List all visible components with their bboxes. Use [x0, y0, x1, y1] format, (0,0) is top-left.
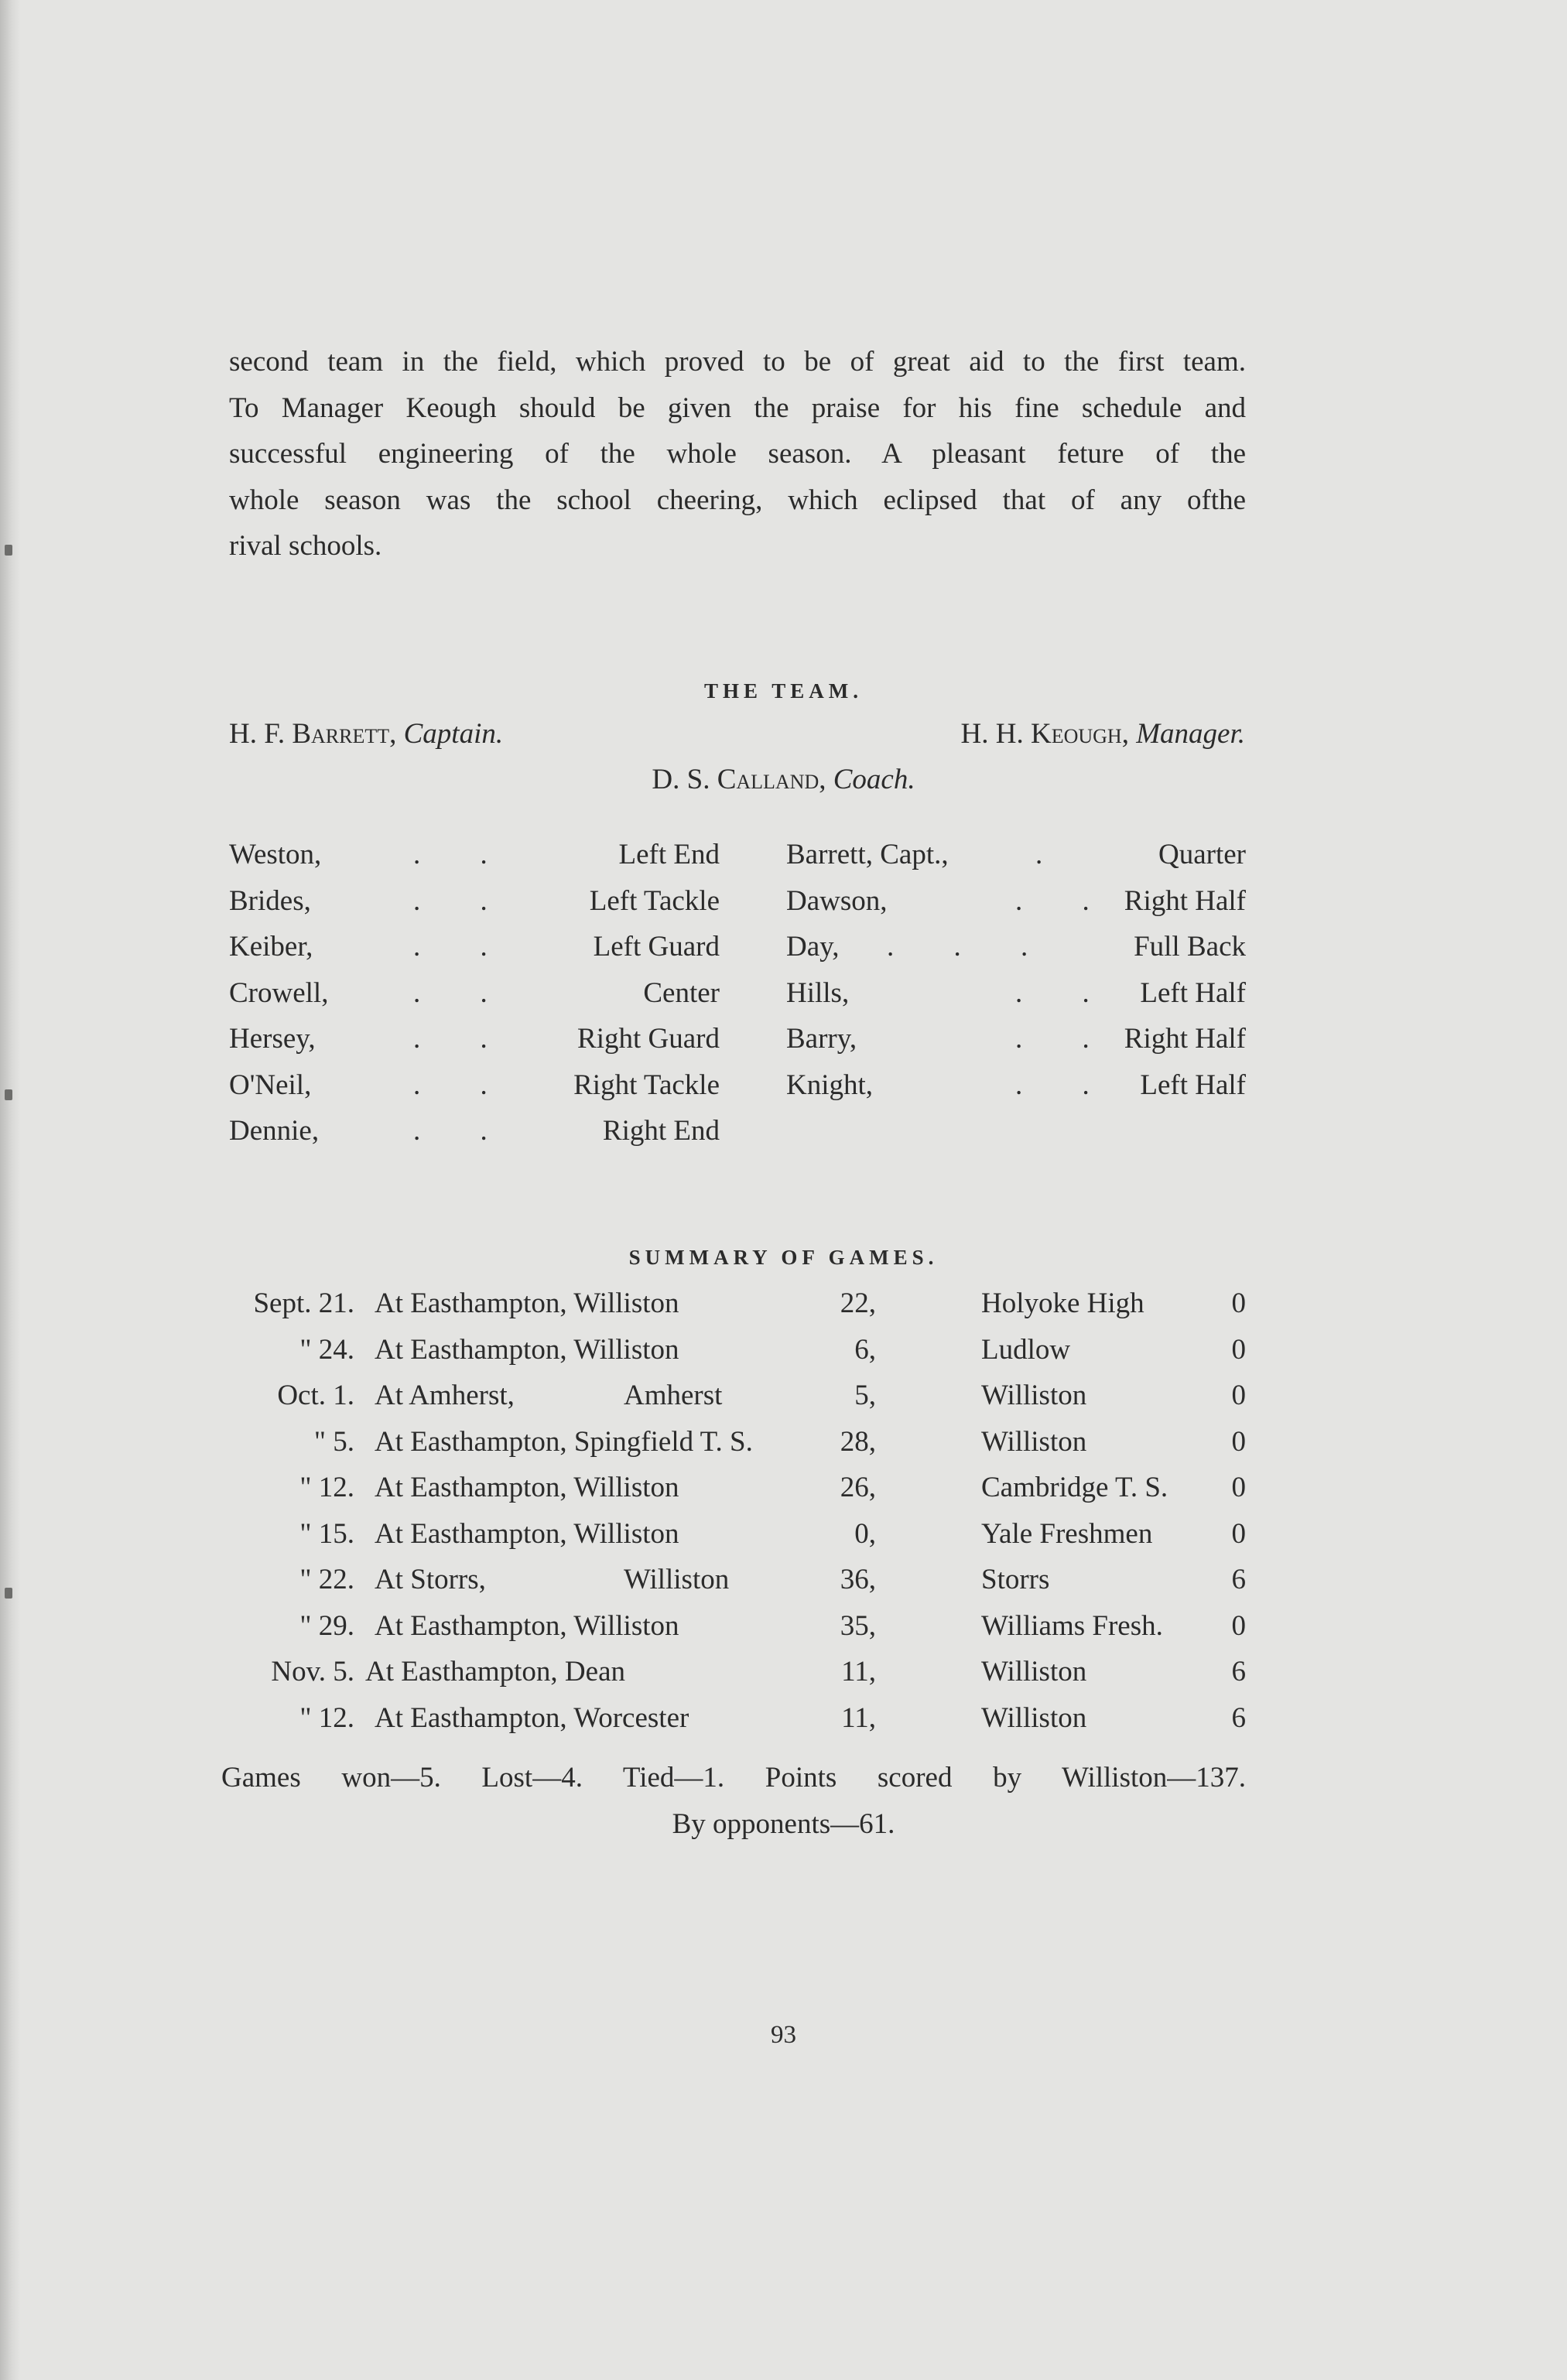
game-date: " 12. — [299, 1701, 354, 1734]
intro-paragraph — [229, 339, 1246, 569]
player-name: Weston, — [229, 839, 322, 870]
player-name: Keiber, — [229, 931, 313, 963]
game-place: At Easthampton, Williston — [375, 1517, 679, 1550]
game-opponent-score: 0 — [1231, 1472, 1246, 1503]
player-position: Quarter — [1158, 839, 1246, 870]
game-date: " 12. — [299, 1472, 354, 1503]
player-position: Right Tackle — [573, 1069, 720, 1101]
coach-line — [0, 761, 1567, 798]
summary-heading: SUMMARY OF GAMES. — [628, 1246, 939, 1269]
roster-row — [229, 970, 720, 1017]
game-opponent: Williston — [981, 1656, 1087, 1688]
game-place: At Easthampton, Williston — [375, 1287, 679, 1319]
player-name: O'Neil, — [229, 1069, 312, 1101]
games-table — [221, 1281, 1246, 1741]
player-name: Dawson, — [786, 884, 888, 917]
player-position: Center — [643, 976, 720, 1009]
game-date: " 29. — [299, 1609, 354, 1642]
player-name: Knight, — [786, 1069, 874, 1101]
coach-name: D. S. Calland, — [652, 764, 826, 795]
leader-dots: . . — [413, 1023, 514, 1055]
game-date: " 15. — [299, 1517, 354, 1550]
player-position: Left Half — [1140, 1069, 1246, 1101]
game-place: At Easthampton, Williston — [375, 1609, 679, 1642]
leader-dots: . . — [1015, 1023, 1116, 1055]
player-name: Crowell, — [229, 976, 329, 1009]
leader-dots: . . — [413, 839, 514, 870]
edge-tab-mark — [5, 1588, 12, 1599]
game-score: 11, — [841, 1701, 876, 1734]
edge-tab-mark — [5, 1089, 12, 1100]
game-opponent-score: 0 — [1231, 1517, 1246, 1550]
leader-dots: . . — [413, 976, 514, 1009]
game-row — [221, 1419, 1246, 1465]
roster-row — [786, 1062, 1246, 1109]
game-row — [221, 1465, 1246, 1511]
roster-row — [229, 1108, 720, 1154]
game-place: At Amherst, — [375, 1380, 515, 1411]
game-opponent-score: 6 — [1231, 1564, 1246, 1595]
leader-dots: . . — [413, 884, 514, 917]
game-opponent-score: 0 — [1231, 1380, 1246, 1411]
game-row — [221, 1511, 1246, 1558]
game-date: Oct. 1. — [277, 1380, 354, 1411]
intro-line: To Manager Keough should be given the praise for his fine schedule and — [229, 392, 1246, 424]
game-date: Sept. 21. — [253, 1287, 354, 1319]
leader-dots: . . — [1015, 1069, 1116, 1101]
opponent-totals: By opponents—61. — [672, 1808, 895, 1840]
captain-line — [229, 716, 503, 753]
captain-title: Captain. — [403, 718, 504, 750]
player-name: Barry, — [786, 1023, 857, 1055]
roster-row — [786, 970, 1246, 1017]
roster-row — [229, 878, 720, 925]
game-score: 35, — [840, 1609, 876, 1642]
roster-row — [786, 1016, 1246, 1062]
player-position: Left Guard — [593, 931, 720, 963]
player-position: Right Half — [1124, 884, 1246, 917]
game-score: 36, — [840, 1564, 876, 1595]
game-team: Amherst — [624, 1380, 723, 1411]
game-place: At Easthampton, Spingfield T. S. — [375, 1425, 753, 1458]
player-position: Right End — [602, 1115, 720, 1147]
page-number: 93 — [771, 2021, 796, 2049]
game-opponent-score: 0 — [1231, 1333, 1246, 1366]
player-position: Left Tackle — [589, 884, 720, 917]
coach-title: Coach. — [833, 764, 915, 795]
leader-dots: . . — [413, 1115, 514, 1147]
game-row — [221, 1603, 1246, 1650]
game-score: 6, — [854, 1333, 876, 1366]
game-opponent: Williston — [981, 1380, 1087, 1411]
edge-tab-mark — [5, 545, 12, 556]
game-row — [221, 1373, 1246, 1419]
game-place: At Easthampton, Dean — [365, 1656, 625, 1688]
intro-line: successful engineering of the whole season. A pleasant feture of the — [229, 438, 1246, 470]
roster-row — [229, 1016, 720, 1062]
game-row — [221, 1327, 1246, 1373]
player-position: Left End — [618, 839, 720, 870]
roster-row — [786, 832, 1246, 878]
intro-line: rival schools. — [229, 530, 382, 562]
game-date: " 22. — [299, 1564, 354, 1595]
roster-row — [229, 832, 720, 878]
game-opponent: Williston — [981, 1701, 1087, 1734]
team-heading: THE TEAM. — [703, 679, 864, 703]
game-date: Nov. 5. — [271, 1656, 354, 1688]
player-name: Hills, — [786, 976, 850, 1009]
player-name: Day, — [786, 931, 840, 963]
game-row — [221, 1649, 1246, 1695]
game-place: At Easthampton, Williston — [375, 1472, 679, 1503]
roster-left-column — [229, 832, 720, 1154]
game-opponent-score: 0 — [1231, 1609, 1246, 1642]
game-place: At Easthampton, Worcester — [375, 1701, 689, 1734]
player-position: Full Back — [1134, 931, 1246, 963]
game-score: 11, — [841, 1656, 876, 1688]
game-score: 0, — [854, 1517, 876, 1550]
game-date: " 5. — [313, 1425, 354, 1458]
game-opponent: Storrs — [981, 1564, 1050, 1595]
roster-right-column — [786, 832, 1246, 1108]
intro-line: whole season was the school cheering, which eclipsed that of any ofthe — [229, 484, 1246, 516]
player-position: Right Half — [1124, 1023, 1246, 1055]
leader-dots: . . — [1015, 884, 1116, 917]
game-opponent-score: 0 — [1231, 1287, 1246, 1319]
game-date: " 24. — [299, 1333, 354, 1366]
game-score: 5, — [854, 1380, 876, 1411]
season-totals: Games won—5. Lost—4. Tied—1. Points scored by Williston—137. — [221, 1762, 1246, 1794]
game-team: Williston — [624, 1564, 730, 1595]
roster-row — [229, 924, 720, 970]
leader-dots: . . — [413, 1069, 514, 1101]
manager-name: H. H. Keough, — [960, 718, 1129, 750]
roster-row — [786, 878, 1246, 925]
roster-row — [786, 924, 1246, 970]
leader-dots: . . . — [887, 931, 1055, 963]
game-opponent-score: 0 — [1231, 1425, 1246, 1458]
player-name: Dennie, — [229, 1115, 320, 1147]
player-position: Left Half — [1140, 976, 1246, 1009]
game-score: 28, — [840, 1425, 876, 1458]
game-place: At Storrs, — [375, 1564, 486, 1595]
manager-title: Manager. — [1136, 718, 1245, 750]
player-name: Brides, — [229, 884, 311, 917]
game-opponent: Yale Freshmen — [981, 1517, 1153, 1550]
game-score: 22, — [840, 1287, 876, 1319]
game-opponent: Holyoke High — [981, 1287, 1144, 1319]
game-row — [221, 1695, 1246, 1742]
player-position: Right Guard — [577, 1023, 720, 1055]
intro-line: second team in the field, which proved to be of great aid to the first team. — [229, 346, 1246, 378]
roster-row — [229, 1062, 720, 1109]
leader-dots: . — [1035, 839, 1069, 870]
game-score: 26, — [840, 1472, 876, 1503]
game-opponent: Williston — [981, 1425, 1087, 1458]
manager-line — [961, 716, 1245, 753]
game-opponent: Ludlow — [981, 1333, 1071, 1366]
game-place: At Easthampton, Williston — [375, 1333, 679, 1366]
game-row — [221, 1281, 1246, 1327]
game-row — [221, 1557, 1246, 1603]
game-opponent-score: 6 — [1231, 1701, 1246, 1734]
captain-name: H. F. Barrett, — [229, 718, 397, 750]
player-name: Hersey, — [229, 1023, 316, 1055]
game-opponent-score: 6 — [1231, 1656, 1246, 1688]
player-name: Barrett, Capt., — [786, 839, 949, 870]
leader-dots: . . — [1015, 976, 1116, 1009]
leader-dots: . . — [413, 931, 514, 963]
game-opponent: Williams Fresh. — [981, 1609, 1163, 1642]
game-opponent: Cambridge T. S. — [981, 1472, 1168, 1503]
